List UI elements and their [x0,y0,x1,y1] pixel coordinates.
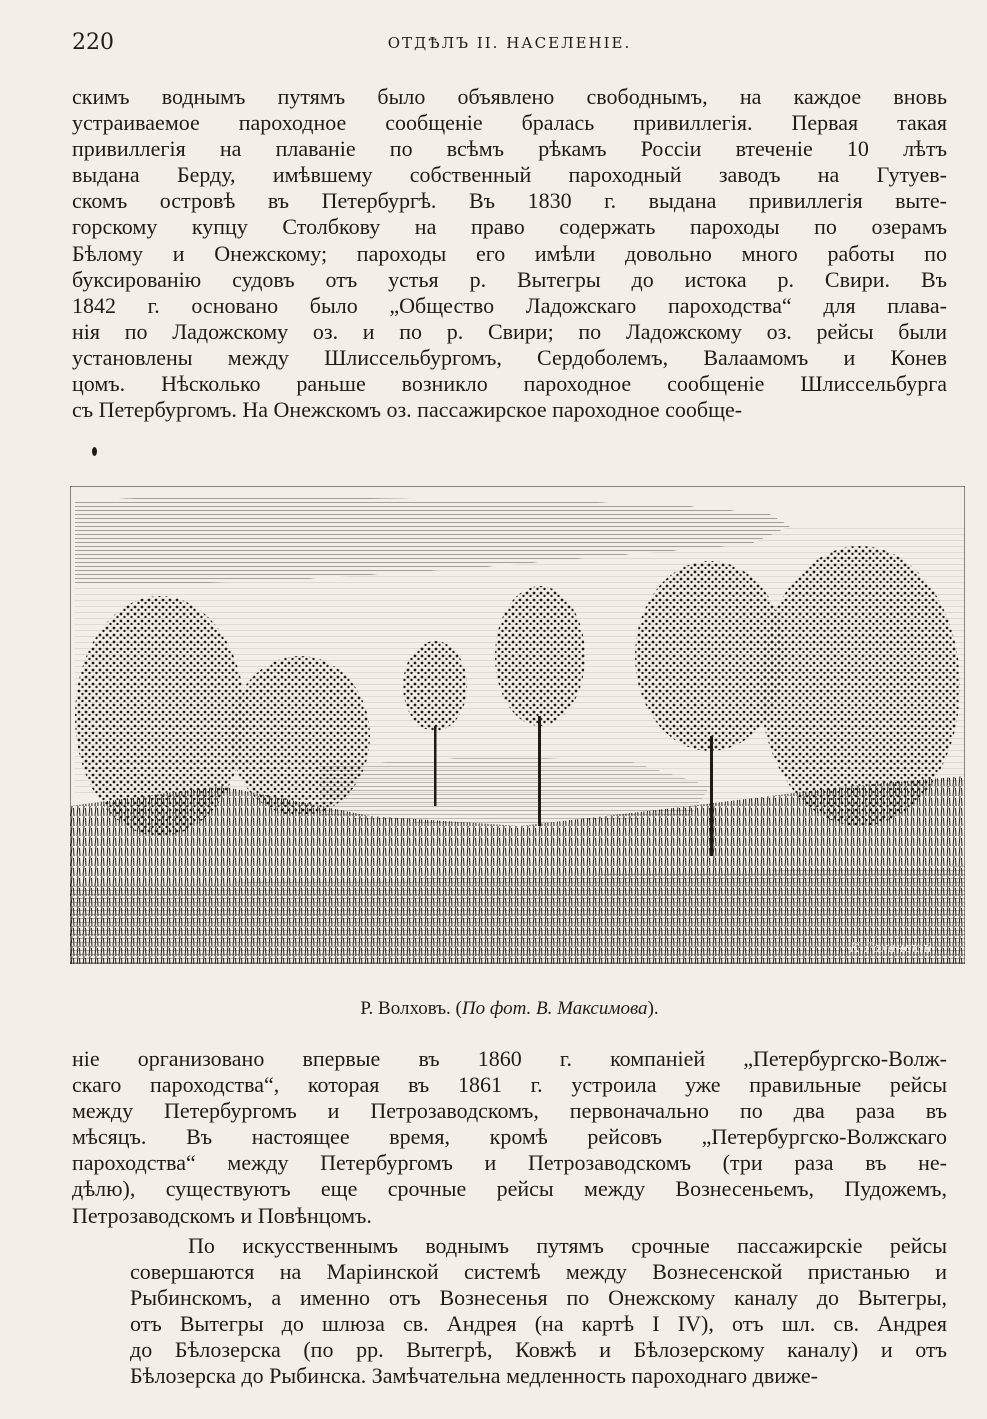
tree-left-mid [230,656,370,816]
tree-small [403,641,467,731]
caption-end: ). [647,998,659,1019]
text-line: цомъ. Нѣсколько раньше возникло пароходное сообщеніе Шлиссельбурга [72,371,947,397]
text-line: до Бѣлозерска (по рр. Вытегрѣ, Ковжѣ и Бѣлозерскому каналу) и отъ [130,1337,947,1363]
text-line: скомъ островѣ въ Петербургѣ. Въ 1830 г. выдана привиллегія выте- [72,188,947,214]
river-engraving [70,486,965,964]
paragraph [72,1046,947,1229]
text-line: выдана Берду, имѣвшему собственный пароходный заводъ на Гутуев- [72,162,947,188]
text-line: скаго пароходства“, которая въ 1861 г. устроила уже правильные рейсы [72,1072,947,1098]
text-line: устраиваемое пароходное сообщеніе бралась привиллегія. Первая такая [72,110,947,136]
caption-italic: По фот. В. Максимова [461,998,648,1019]
text-line: мѣсяцъ. Въ настоящее время, кромѣ рейсовъ „Петербургско-Волжскаго [72,1124,947,1150]
text-line: буксированію судовъ отъ устья р. Вытегры до истока р. Свири. Въ [72,266,947,292]
page-number: 220 [72,30,114,55]
text-line: По искусственнымъ воднымъ путямъ срочные пассажирскіе рейсы [188,1232,947,1258]
paragraph [72,1233,947,1390]
text-line: между Петербургомъ и Петрозаводскомъ, первоначально по два раза въ [72,1098,947,1124]
running-head: ОТДѢЛЪ II. НАСЕЛЕНІЕ. [387,34,632,52]
engraving-svg [70,486,965,964]
tree-trunk [434,726,437,806]
bottom-text [72,1046,947,1389]
top-paragraph [72,84,947,423]
text-line: Бѣлому и Онежскому; пароходы его имѣли довольно много работы по [72,240,947,266]
text-line: нія по Ладожскому оз. и по р. Свири; по Ладожскому оз. рейсы были [72,318,947,344]
text-line: дѣлю), существуютъ еще срочные рейсы между Вознесеньемъ, Пудожемъ, [72,1176,947,1202]
artist-signature: К.Гаханскій [850,941,932,956]
text-line: установлены между Шлиссельбургомъ, Сердоболемъ, Валаамомъ и Конев [72,344,947,370]
text-line: горскому купцу Столбкову на право содержать пароходы по озерамъ [72,214,947,240]
text-line: пароходства“ между Петербургомъ и Петрозаводскомъ (три раза въ не- [72,1150,947,1176]
illustration-caption [72,998,947,1020]
caption-plain: Р. Волховъ. ( [360,998,462,1019]
text-line: Бѣлозерска до Рыбинска. Замѣчательна медленность пароходнаго движе- [130,1363,818,1389]
text-line: отъ Вытегры до шлюза св. Андрея (на картѣ I IV), отъ шл. св. Андрея [130,1310,947,1336]
text-line: скимъ воднымъ путямъ было объявлено свободнымъ, на каждое вновь [72,84,947,109]
print-mark [92,447,97,456]
text-line: привиллегія на плаваніе по всѣмъ рѣкамъ Россіи втеченіе 10 лѣтъ [72,136,947,162]
text-line: ніе организовано впервые въ 1860 г. компаніей „Петербургско-Волж- [72,1046,947,1071]
text-line: 1842 г. основано было „Общество Ладожскаго пароходства“ для плава- [72,292,947,318]
tree-trunk [538,716,541,826]
text-line: Рыбинскомъ, а именно отъ Вознесенья по Онежскому каналу до Вытегры, [130,1284,947,1310]
text-line: совершаются на Маріинской системѣ между Вознесенской пристанью и [130,1258,947,1284]
text-line: съ Петербургомъ. На Онежскомъ оз. пассажирское пароходное сообще- [72,397,743,423]
page-header [72,30,947,60]
text-line: Петрозаводскомъ и Повѣнцомъ. [72,1202,372,1228]
tree-center [495,586,585,726]
